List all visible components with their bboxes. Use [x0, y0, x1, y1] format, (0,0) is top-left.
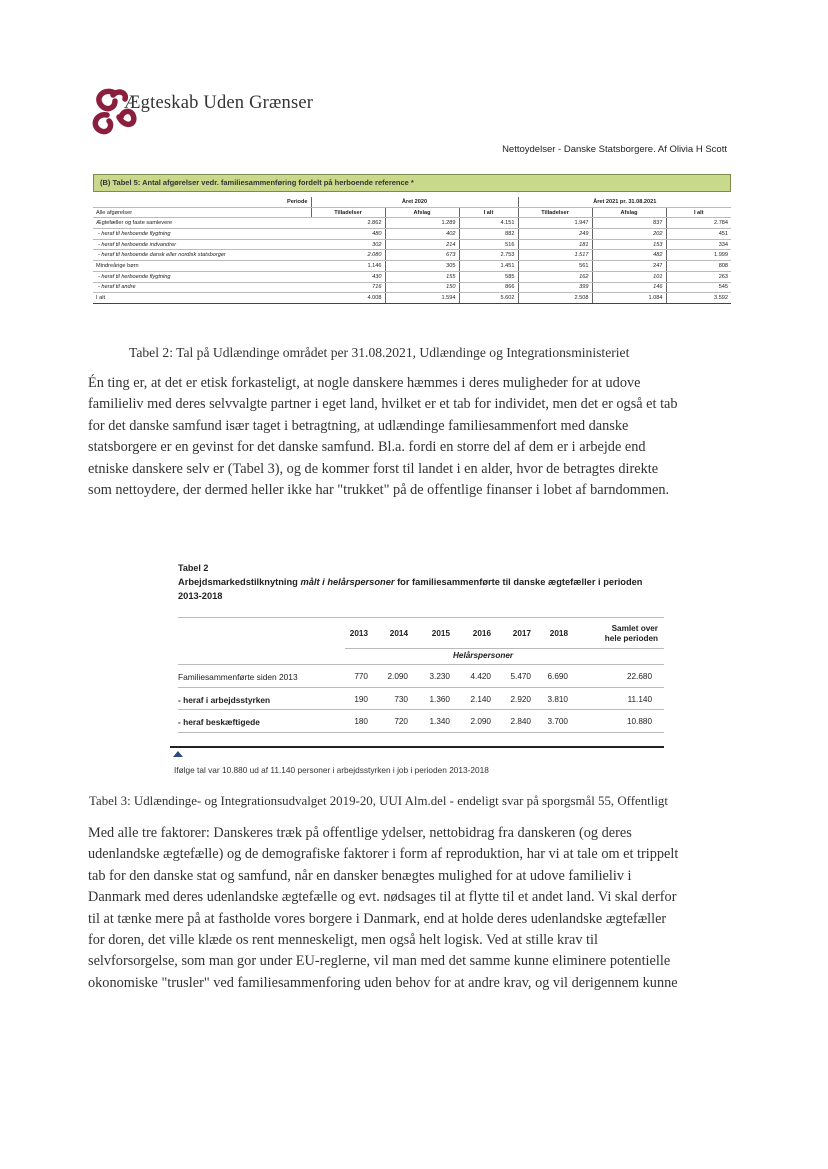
divider [178, 709, 664, 710]
table-cell: 202 [592, 229, 666, 240]
table-cell: 561 [518, 261, 592, 272]
table1-body [93, 218, 731, 304]
table-cell: 190 [354, 695, 368, 704]
table-cell: 334 [666, 239, 731, 250]
table-cell: 5.602 [459, 293, 518, 304]
table-cell: 4.151 [459, 218, 518, 229]
table-cell-total: 11.140 [627, 695, 652, 704]
table1-caption: Tabel 2: Tal på Udlændinge området per 31.08.2021, Udlændinge og Integrationsministeriet [129, 345, 630, 360]
table-cell: 770 [354, 672, 368, 681]
table-cell: 6.690 [547, 672, 568, 681]
table-cell: 866 [459, 282, 518, 293]
table-cell: 430 [311, 271, 385, 282]
year-header: 2015 [431, 629, 450, 638]
table-cell: 1.146 [311, 261, 385, 272]
table1 [93, 197, 731, 304]
table-row [93, 239, 731, 250]
table-cell: 162 [518, 271, 592, 282]
table-cell: 4.420 [470, 672, 491, 681]
paragraph-2 [88, 823, 738, 994]
table-cell: 882 [459, 229, 518, 240]
document-header: Nettoydelser - Danske Statsborgere. Af Olivia H Scott [502, 144, 727, 155]
paragraph-line: okonomiske "trusler" ved familiesammenforing uden behov for at andre krav, og vil derigennem kunne [88, 974, 678, 991]
divider [178, 687, 664, 688]
paragraph-line: tab for den danske stat og samfund, når en dansker benægtes mulighed for at udove familieliv i [88, 867, 632, 884]
logo-text: Ægteskab Uden Grænser [124, 93, 314, 113]
table2 [170, 555, 664, 780]
table-cell-total: 10.880 [626, 717, 652, 726]
row-label: - heraf til herboende flygtning [93, 271, 311, 282]
paragraph-1 [88, 373, 738, 501]
table-cell: 673 [385, 250, 459, 261]
table-cell: 1.517 [518, 250, 592, 261]
row-label: I alt [93, 293, 311, 304]
table-row [93, 293, 731, 304]
table2-label: Tabel 2 [178, 563, 209, 573]
table-cell: 1.451 [459, 261, 518, 272]
paragraph-line: udenlandske ægtefælle) og de demografiske faktorer i form af reproduktion, har vi at tale om et trippelt [88, 846, 679, 863]
table-cell: 2.862 [311, 218, 385, 229]
table-cell: 730 [394, 695, 408, 704]
table-cell: 2.508 [518, 293, 592, 304]
table-cell: 3.592 [666, 293, 731, 304]
row-label: - heraf til andre [93, 282, 311, 293]
table-cell: 2.080 [311, 250, 385, 261]
table-cell: 1.947 [518, 218, 592, 229]
organization-logo [85, 85, 325, 145]
row-label: - heraf til herboende indvandrer [93, 239, 311, 250]
table-cell: 249 [518, 229, 592, 240]
row-label: - heraf i arbejdsstyrken [178, 695, 271, 705]
table1-period-row [93, 197, 731, 207]
table-cell: 2.090 [470, 717, 491, 726]
table-cell: 181 [518, 239, 592, 250]
row-label: - heraf til herboende dansk eller nordisk statsborger [93, 250, 311, 261]
table-cell: 2.784 [666, 218, 731, 229]
paragraph-line: som nettoydere, der dermed heller ikke har "trukket" på de offentlige finanser i lobet af barndommen. [88, 482, 670, 499]
divider [178, 732, 664, 733]
table-cell: 2.090 [387, 672, 408, 681]
table-row [93, 271, 731, 282]
table-cell: 4.008 [311, 293, 385, 304]
period-2021: Året 2021 pr. 31.08.2021 [518, 197, 731, 207]
column-header: Afslag [592, 207, 666, 218]
table-cell: 1.084 [592, 293, 666, 304]
table-cell: 808 [666, 261, 731, 272]
column-header: I alt [666, 207, 731, 218]
table-cell: 3.230 [429, 672, 450, 681]
row-label: Familiesammenførte siden 2013 [178, 672, 298, 682]
table2-heading-italic: målt i helårspersoner [300, 577, 395, 587]
table-cell: 3.700 [547, 717, 568, 726]
paragraph-line: statsborgere er en gevinst for det danske samfund. Bl.a. fordi en storre del af dem er i arbejde end [88, 439, 646, 456]
table-row [93, 250, 731, 261]
row-label: - heraf beskæftigede [178, 717, 260, 727]
total-header-line2: hele perioden [604, 634, 658, 643]
table-cell: 150 [385, 282, 459, 293]
year-header: 2016 [472, 629, 491, 638]
row-label: - heraf til herboende flygtning [93, 229, 311, 240]
table-cell-total: 22.680 [626, 672, 652, 681]
table-cell: 263 [666, 271, 731, 282]
table-cell: 1.360 [429, 695, 450, 704]
table2-bottom-rule [170, 746, 664, 748]
paragraph-line: Én ting er, at det er etisk forkasteligt, at nogle danskere hæmmes i deres muligheder for at udove [88, 375, 641, 391]
table-cell: 153 [592, 239, 666, 250]
table-cell: 837 [592, 218, 666, 229]
table-cell: 5.470 [510, 672, 531, 681]
table-cell: 720 [394, 717, 408, 726]
table2-heading [178, 576, 662, 603]
paragraph-line: for det danske samfund især taget i betragtning, at udlændinge familiesammenfort med danske [88, 417, 629, 434]
column-header: I alt [459, 207, 518, 218]
table-cell: 302 [311, 239, 385, 250]
divider [178, 664, 664, 665]
year-header: 2014 [389, 629, 408, 638]
table-cell: 482 [592, 250, 666, 261]
column-header: Tilladelser [518, 207, 592, 218]
table-cell: 305 [385, 261, 459, 272]
paragraph-line: familieliv med deres selvvalgte partner i eget land, hvilket er et tab for individet, men det er også et tab [88, 396, 678, 413]
table-cell: 146 [592, 282, 666, 293]
table-cell: 2.753 [459, 250, 518, 261]
table-cell: 2.140 [470, 695, 491, 704]
divider [178, 617, 664, 618]
table-cell: 1.289 [385, 218, 459, 229]
paragraph-line: til at tænke mere på at fastholde vores borgere i Danmark, end at holde deres udenlandske ægtefæller [88, 910, 667, 927]
table-cell: 516 [459, 239, 518, 250]
table-cell: 214 [385, 239, 459, 250]
table2-heading-part2: for familiesammenførte til danske ægtefæller i perioden 2013-2018 [178, 577, 643, 601]
period-label: Periode [93, 197, 311, 207]
row-label: Mindreårige børn [93, 261, 311, 272]
table-row [93, 282, 731, 293]
table-cell: 716 [311, 282, 385, 293]
total-header [588, 624, 658, 644]
paragraph-line: for doren, det ville klæde os rent menneskeligt, men også helt logisk. Ved at stille krav til [88, 932, 598, 949]
paragraph-line: selvforsorgelse, som man gor under EU-reglerne, vil man med det samme kunne eliminere potentielle [88, 953, 671, 970]
table2-caption: Tabel 3: Udlændinge- og Integrationsudvalget 2019-20, UUI Alm.del - endeligt svar på sporgsmål 55, Offentligt [89, 794, 668, 808]
table-cell: 2.920 [510, 695, 531, 704]
paragraph-line: Danmark med deres udenlandske ægtefælle og evt. nødsages til at flytte til et andet land. Vi skal derfor [88, 889, 677, 906]
table-cell: 402 [385, 229, 459, 240]
table-cell: 585 [459, 271, 518, 282]
year-header: 2013 [349, 629, 368, 638]
column-header: Tilladelser [311, 207, 385, 218]
table-cell: 155 [385, 271, 459, 282]
row-label: Ægtefæller og faste samlevere [93, 218, 311, 229]
table-cell: 3.810 [547, 695, 568, 704]
year-header: 2018 [549, 629, 568, 638]
unit-label: Helårspersoner [453, 651, 514, 660]
arrow-up-icon [173, 751, 183, 757]
table-cell: 1.340 [429, 717, 450, 726]
table-cell: 1.999 [666, 250, 731, 261]
table-row [93, 229, 731, 240]
table-cell: 480 [311, 229, 385, 240]
table-cell: 451 [666, 229, 731, 240]
table2-footnote: Ifølge tal var 10.880 ud af 11.140 personer i arbejdsstyrken i job i perioden 2013-2018 [174, 765, 489, 775]
total-header-line1: Samlet over [611, 624, 658, 633]
table-cell: 180 [354, 717, 368, 726]
table-cell: 1.594 [385, 293, 459, 304]
period-2020: Året 2020 [311, 197, 518, 207]
table-cell: 2.840 [510, 717, 531, 726]
paragraph-line: Med alle tre faktorer: Danskeres træk på offentlige ydelser, nettobidrag fra danskeren (og deres [88, 825, 632, 841]
table1-column-header-row [93, 207, 731, 218]
table-cell: 101 [592, 271, 666, 282]
table1-title: (B) Tabel 5: Antal afgørelser vedr. familiesammenføring fordelt på herboende reference * [93, 174, 731, 192]
table-row [93, 261, 731, 272]
row-header: Alle afgørelser [93, 207, 311, 218]
column-header: Afslag [385, 207, 459, 218]
divider [345, 648, 664, 649]
table-cell: 247 [592, 261, 666, 272]
table-cell: 545 [666, 282, 731, 293]
year-header: 2017 [512, 629, 531, 638]
paragraph-line: etniske danskere selv er (Tabel 3), og de kommer forst til landet i en alder, hvor de betragtes direkte [88, 460, 659, 477]
table2-heading-part1: Arbejdsmarkedstilknytning [178, 577, 301, 587]
table-cell: 399 [518, 282, 592, 293]
table-row [93, 218, 731, 229]
